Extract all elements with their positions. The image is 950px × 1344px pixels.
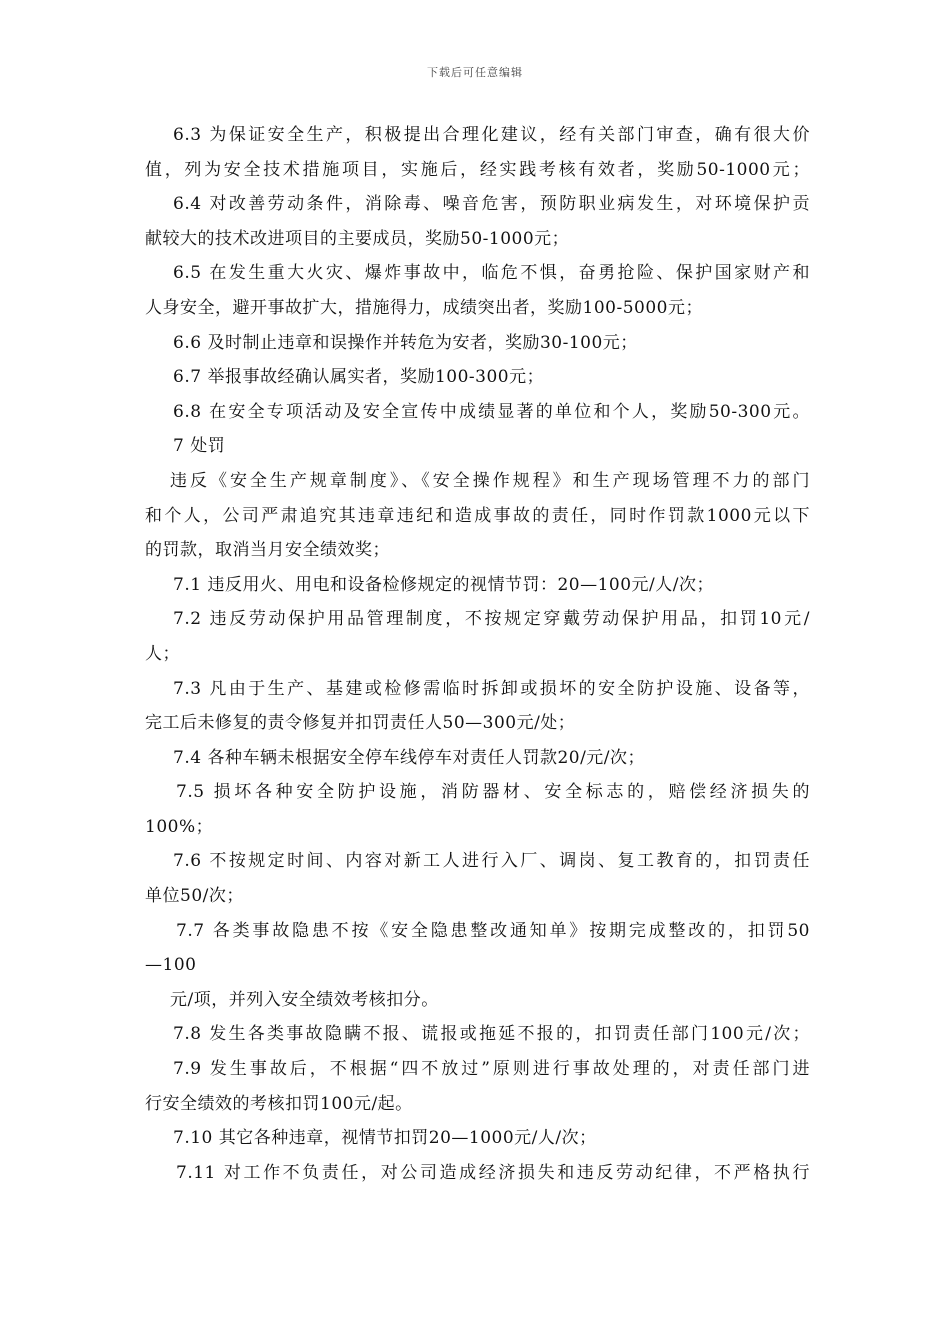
text-line: 单位50/次； xyxy=(145,886,244,907)
text-line: 7 处罚 xyxy=(173,436,226,457)
text-line: 违反《安全生产规章制度》、《安全操作规程》和生产现场管理不力的部门 xyxy=(170,470,810,491)
text-line: 6.4 对改善劳动条件，消除毒、噪音危害，预防职业病发生，对环境保护贡 xyxy=(173,194,810,215)
text-line: 6.3 为保证安全生产，积极提出合理化建议，经有关部门审查，确有很大价 xyxy=(173,125,810,145)
text-line: 6.8 在安全专项活动及安全宣传中成绩显著的单位和个人，奖励50-300元。 xyxy=(173,401,810,422)
text-line: 7.9 发生事故后，不根据“四不放过”原则进行事故处理的，对责任部门进 xyxy=(173,1059,810,1080)
text-line: 7.10 其它各种违章，视情节扣罚20—1000元/人/次； xyxy=(173,1128,597,1149)
text-line: 完工后未修复的责令修复并扣罚责任人50—300元/处； xyxy=(145,713,576,734)
text-line: 6.5 在发生重大火灾、爆炸事故中，临危不惧，奋勇抢险、保护国家财产和 xyxy=(173,263,810,284)
text-line: 100%； xyxy=(145,816,214,837)
page-header: 下载后可任意编辑 xyxy=(427,66,523,79)
text-line: 元/项，并列入安全绩效考核扣分。 xyxy=(170,989,439,1010)
document-body xyxy=(145,118,810,1190)
text-line: 7.3 凡由于生产、基建或检修需临时拆卸或损坏的安全防护设施、设备等， xyxy=(173,678,810,699)
text-line: 7.11 对工作不负责任，对公司造成经济损失和违反劳动纪律，不严格执行 xyxy=(176,1162,810,1183)
text-line: 7.1 违反用火、用电和设备检修规定的视情节罚：20—100元/人/次； xyxy=(173,574,714,595)
text-line: 7.7 各类事故隐患不按《安全隐患整改通知单》按期完成整改的，扣罚50 xyxy=(176,920,810,941)
text-line: 献较大的技术改进项目的主要成员，奖励50-1000元； xyxy=(145,228,570,249)
text-line: 行安全绩效的考核扣罚100元/起。 xyxy=(145,1093,413,1114)
text-line: 7.8 发生各类事故隐瞒不报、谎报或拖延不报的，扣罚责任部门100元/次； xyxy=(173,1024,810,1045)
text-line: 人； xyxy=(145,643,180,664)
text-line: 6.7 举报事故经确认属实者，奖励100-300元； xyxy=(173,367,545,388)
text-line: 和个人，公司严肃追究其违章违纪和造成事故的责任，同时作罚款1000元以下 xyxy=(145,505,810,526)
text-line: 7.4 各种车辆未根据安全停车线停车对责任人罚款20/元/次； xyxy=(173,747,646,768)
text-line: 7.6 不按规定时间、内容对新工人进行入厂、调岗、复工教育的，扣罚责任 xyxy=(173,851,810,872)
text-line: 值，列为安全技术措施项目，实施后，经实践考核有效者，奖励50-1000元； xyxy=(145,159,810,180)
text-line: 7.2 违反劳动保护用品管理制度，不按规定穿戴劳动保护用品，扣罚10元/ xyxy=(173,609,810,630)
text-line: 6.6 及时制止违章和误操作并转危为安者，奖励30-100元； xyxy=(173,332,638,353)
text-line: —100 xyxy=(145,955,197,976)
text-line: 的罚款，取消当月安全绩效奖； xyxy=(145,540,390,561)
text-line: 7.5 损坏各种安全防护设施，消防器材、安全标志的，赔偿经济损失的 xyxy=(176,782,810,803)
text-line: 人身安全，避开事故扩大，措施得力，成绩突出者，奖励100-5000元； xyxy=(145,297,703,318)
